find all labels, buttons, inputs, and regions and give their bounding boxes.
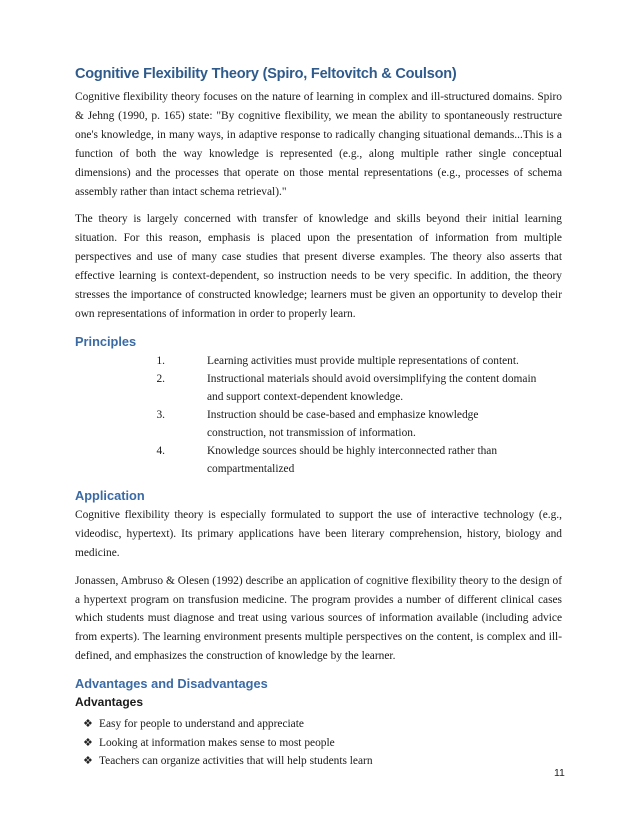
advantages-disadvantages-heading: Advantages and Disadvantages — [75, 676, 268, 692]
application-heading: Application — [75, 487, 145, 503]
document-page — [75, 66, 562, 771]
list-item-text: Looking at information makes sense to most people — [99, 736, 335, 749]
list-item-text: Instruction should be case-based and emphasize knowledge construction, not transmission of information. — [207, 408, 479, 439]
list-item — [75, 406, 562, 442]
diamond-bullet-icon: ❖ — [83, 755, 93, 768]
list-item-text: Learning activities must provide multiple representations of content. — [207, 354, 519, 367]
diamond-bullet-icon: ❖ — [83, 718, 93, 731]
list-item — [75, 442, 562, 478]
list-item-text: Easy for people to understand and appreciate — [99, 718, 304, 731]
list-item — [83, 715, 562, 734]
application-paragraph-1: Cognitive flexibility theory is especially formulated to support the use of interactive technology (e.g., videodisc, hypertext). Its primary applications have been literary comprehension, history, biology and medicine. — [75, 508, 562, 559]
list-item — [83, 752, 562, 771]
list-number: 1. — [156, 354, 165, 367]
page-number: 11 — [554, 767, 565, 779]
application-paragraph-2: Jonassen, Ambruso & Olesen (1992) describe an application of cognitive flexibility theory to the design of a hypertext program on transfusion medicine. The program provides a number of different clinical cases which students must diagnose and treat using various sources of information available (including advice from experts). The learning environment presents multiple perspectives on the content, is complex and ill-defined, and emphasizes the construction of knowledge by the learner. — [75, 574, 562, 663]
list-item — [75, 370, 562, 406]
page-title: Cognitive Flexibility Theory (Spiro, Feltovitch & Coulson) — [75, 66, 457, 82]
list-item-text: Teachers can organize activities that will help students learn — [99, 755, 373, 768]
list-number: 2. — [156, 372, 165, 385]
principles-heading: Principles — [75, 333, 137, 349]
advantages-list — [75, 715, 562, 771]
advantages-subheading: Advantages — [75, 695, 144, 710]
list-item-text: Instructional materials should avoid oversimplifying the content domain and support context-dependent knowledge. — [207, 372, 537, 403]
list-item-text: Knowledge sources should be highly interconnected rather than compartmentalized — [207, 444, 498, 475]
list-number: 4. — [156, 444, 165, 457]
intro-paragraph-2: The theory is largely concerned with transfer of knowledge and skills beyond their initial learning situation. For this reason, emphasis is placed upon the presentation of information from multiple perspectives and use of many case studies that present diverse examples. The theory also asserts that effective learning is context-dependent, so instruction needs to be very specific. In addition, the theory stresses the importance of constructed knowledge; learners must be given an opportunity to develop their own representations of information in order to properly learn. — [75, 213, 562, 320]
list-number: 3. — [156, 408, 165, 421]
intro-paragraph-1: Cognitive flexibility theory focuses on the nature of learning in complex and ill-structured domains. Spiro & Jehng (1990, p. 165) state: "By cognitive flexibility, we mean the ability to spontaneously restructure one's knowledge, in many ways, in adaptive response to radically changing situational demands...This is a function of both the way knowledge is represented (e.g., along multiple rather single conceptual dimensions) and the processes that operate on those mental representations (e.g., processes of schema assembly rather than intact schema retrieval)." — [75, 91, 562, 198]
principles-list — [75, 352, 562, 478]
list-item — [83, 734, 562, 753]
list-item — [75, 352, 562, 370]
diamond-bullet-icon: ❖ — [83, 736, 93, 749]
